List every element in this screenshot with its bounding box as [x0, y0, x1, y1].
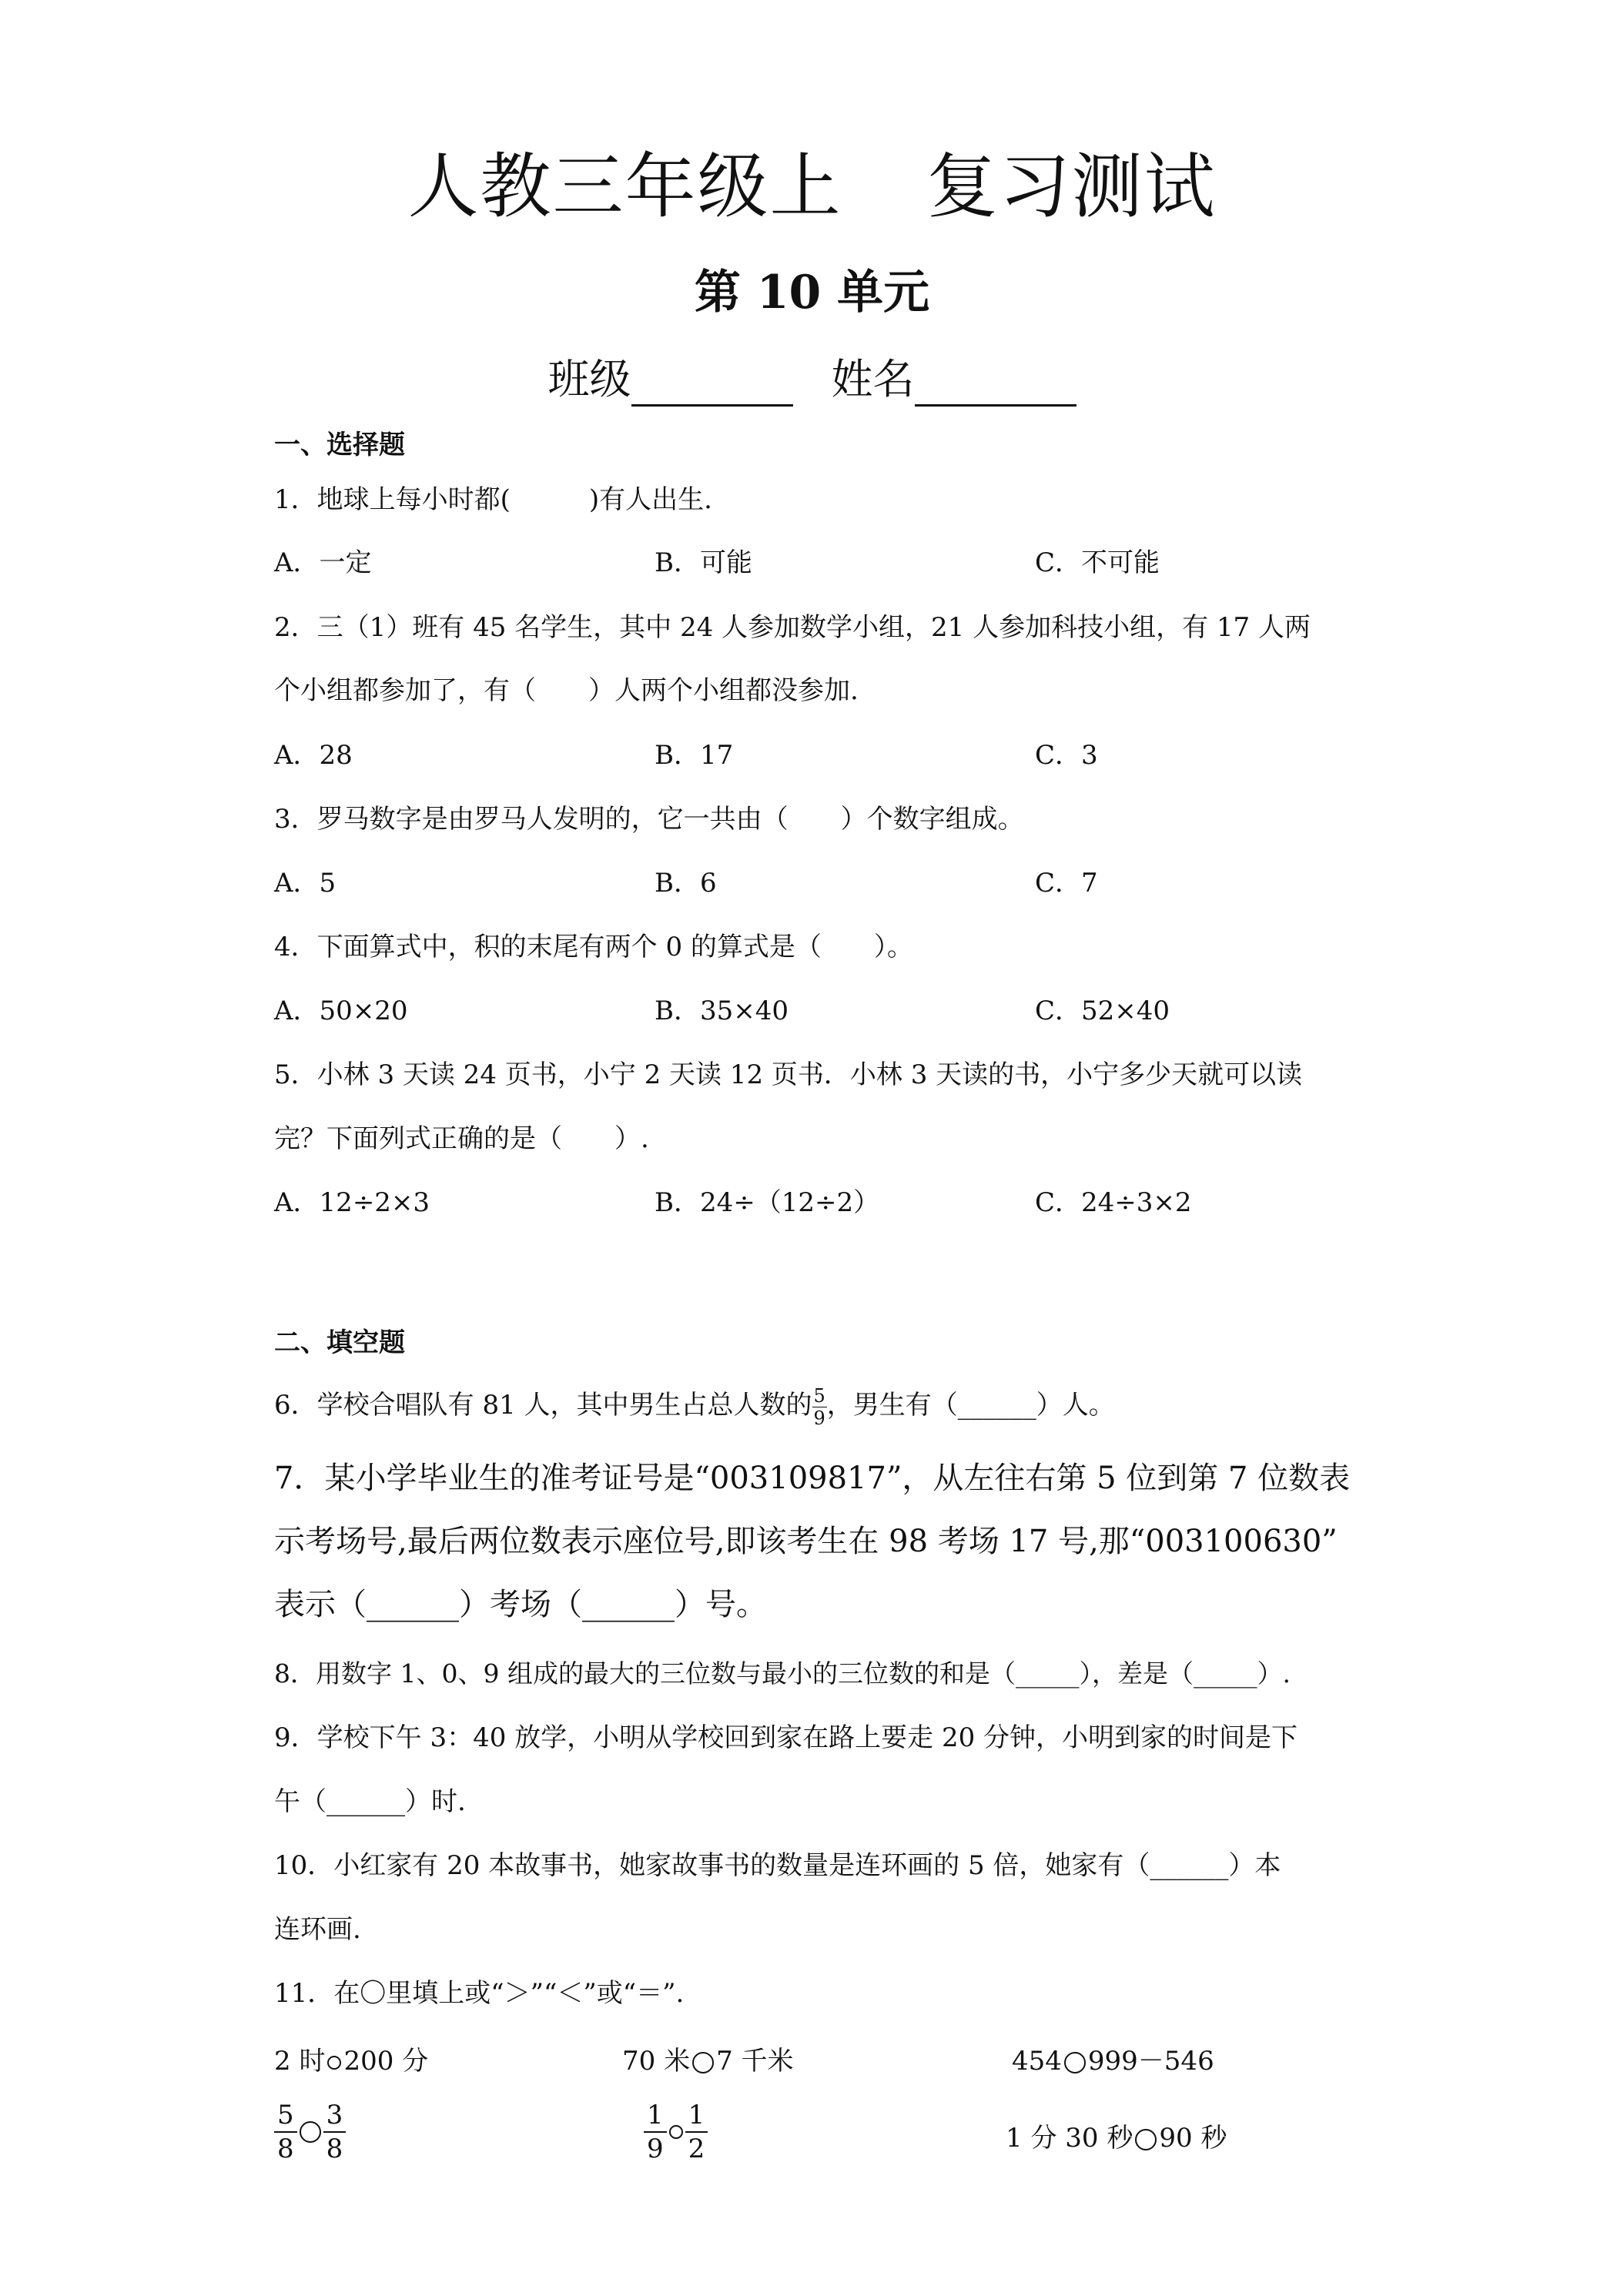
q11-item-3-left: 454: [1012, 2046, 1062, 2077]
class-label: 班级: [547, 355, 631, 403]
question-6: [274, 1386, 1115, 1427]
frac-den: 2: [688, 2134, 705, 2164]
q11-item-2-right: 7 千米: [716, 2046, 794, 2077]
q11-item-2-left: 70 米: [622, 2046, 691, 2077]
class-blank[interactable]: [631, 366, 793, 407]
name-label: 姓名: [831, 355, 915, 403]
q5-option-c[interactable]: C．24÷3×2: [1035, 1187, 1192, 1218]
frac-num: 5: [274, 2102, 297, 2133]
q1-option-a[interactable]: A．一定: [274, 547, 372, 578]
section-title-choice: 一、选择题: [274, 430, 405, 460]
q11-item-6-right: 90 秒: [1159, 2123, 1227, 2154]
q11-item-2: [622, 2042, 794, 2080]
compare-circle[interactable]: [1135, 2129, 1157, 2150]
q11-item-6-left: 1 分 30 秒: [1006, 2123, 1133, 2154]
question-1: 1．地球上每小时都( )有人出生.: [274, 484, 712, 515]
q11-item-4-frac-left: [274, 2102, 297, 2162]
q3-option-b[interactable]: B．6: [655, 868, 717, 899]
compare-circle[interactable]: [692, 2052, 714, 2073]
compare-circle[interactable]: [1064, 2052, 1086, 2073]
question-5-line1: 5．小林 3 天读 24 页书，小宁 2 天读 12 页书．小林 3 天读的书，小宁多少天就可以读: [274, 1059, 1303, 1090]
question-10-line2: 连环画.: [274, 1914, 361, 1945]
q11-item-4-frac-right: [323, 2102, 347, 2162]
q6-before: 6．学校合唱队有 81 人，其中男生占总人数的: [274, 1390, 812, 1421]
title-right: 复习测试: [926, 146, 1217, 228]
frac-den: 8: [326, 2134, 343, 2164]
question-9-line2: 午（______）时.: [274, 1786, 466, 1817]
q11-item-1-left: 2 时: [274, 2046, 326, 2077]
q1-option-c[interactable]: C．不可能: [1035, 547, 1160, 578]
q5-option-a[interactable]: A．12÷2×3: [274, 1187, 430, 1218]
q11-item-5-frac-left: [644, 2102, 667, 2162]
compare-circle[interactable]: [669, 2125, 683, 2139]
unit-heading: 第 10 单元: [694, 266, 930, 320]
q6-frac-num: 5: [813, 1384, 825, 1407]
q11-item-6: [1006, 2119, 1227, 2157]
class-name-line: [0, 353, 1624, 407]
q6-after: ，男生有（______）人。: [826, 1390, 1115, 1421]
question-9-line1: 9．学校下午 3：40 放学，小明从学校回到家在路上要走 20 分钟，小明到家的时间是下: [274, 1722, 1298, 1753]
compare-circle[interactable]: [327, 2056, 341, 2070]
q5-option-b[interactable]: B．24÷（12÷2）: [655, 1187, 880, 1218]
question-7-line2: 示考场号,最后两位数表示座位号,即该考生在 98 考场 17 号,那“003100630”: [274, 1524, 1338, 1559]
q11-item-1-right: 200 分: [343, 2046, 429, 2077]
q4-option-a[interactable]: A．50×20: [274, 996, 408, 1026]
q11-item-3: [1012, 2042, 1214, 2080]
question-2-line2: 个小组都参加了，有（ ）人两个小组都没参加.: [274, 675, 859, 706]
question-7-line1: 7．某小学毕业生的准考证号是“003109817”，从左往右第 5 位到第 7 位数表: [274, 1461, 1351, 1496]
q3-option-a[interactable]: A．5: [274, 868, 337, 899]
q11-item-5: [644, 2102, 708, 2162]
q2-option-b[interactable]: B．17: [655, 740, 734, 771]
section-title-fill: 二、填空题: [274, 1327, 405, 1358]
compare-circle[interactable]: [300, 2121, 321, 2143]
q4-option-c[interactable]: C．52×40: [1035, 996, 1170, 1026]
frac-num: 3: [323, 2102, 347, 2133]
q6-frac-den: 9: [813, 1407, 825, 1429]
q2-option-a[interactable]: A．28: [274, 740, 353, 771]
q2-option-c[interactable]: C．3: [1035, 740, 1098, 771]
q11-item-1: [274, 2042, 428, 2080]
frac-den: 9: [647, 2134, 664, 2164]
question-4: 4．下面算式中，积的末尾有两个 0 的算式是（ ）。: [274, 932, 913, 962]
name-blank[interactable]: [915, 366, 1077, 407]
question-5-line2: 完？下面列式正确的是（ ）.: [274, 1123, 649, 1154]
frac-num: 1: [644, 2102, 667, 2133]
q6-fraction: [812, 1384, 827, 1429]
question-8: 8．用数字 1、0、9 组成的最大的三位数与最小的三位数的和是（_____），差是（_____）.: [274, 1658, 1291, 1689]
q11-item-5-frac-right: [685, 2102, 708, 2162]
title-left: 人教三年级上: [407, 146, 842, 228]
frac-num: 1: [685, 2102, 708, 2133]
question-7-line3: 表示（______）考场（______）号。: [274, 1587, 767, 1622]
q11-item-3-right: 999－546: [1087, 2046, 1214, 2077]
q3-option-c[interactable]: C．7: [1035, 868, 1098, 899]
question-2-line1: 2．三（1）班有 45 名学生，其中 24 人参加数学小组，21 人参加科技小组，有 17 人两: [274, 612, 1311, 643]
question-11: 11．在〇里填上或“＞”“＜”或“＝”.: [274, 1978, 685, 2009]
question-10-line1: 10．小红家有 20 本故事书，她家故事书的数量是连环画的 5 倍，她家有（______）本: [274, 1850, 1281, 1881]
q4-option-b[interactable]: B．35×40: [655, 996, 789, 1026]
q11-item-4: [274, 2102, 346, 2162]
frac-den: 8: [277, 2134, 294, 2164]
q1-option-b[interactable]: B．可能: [655, 547, 752, 578]
page-title: [0, 145, 1624, 229]
question-3: 3．罗马数字是由罗马人发明的，它一共由（ ）个数字组成。: [274, 804, 1024, 835]
